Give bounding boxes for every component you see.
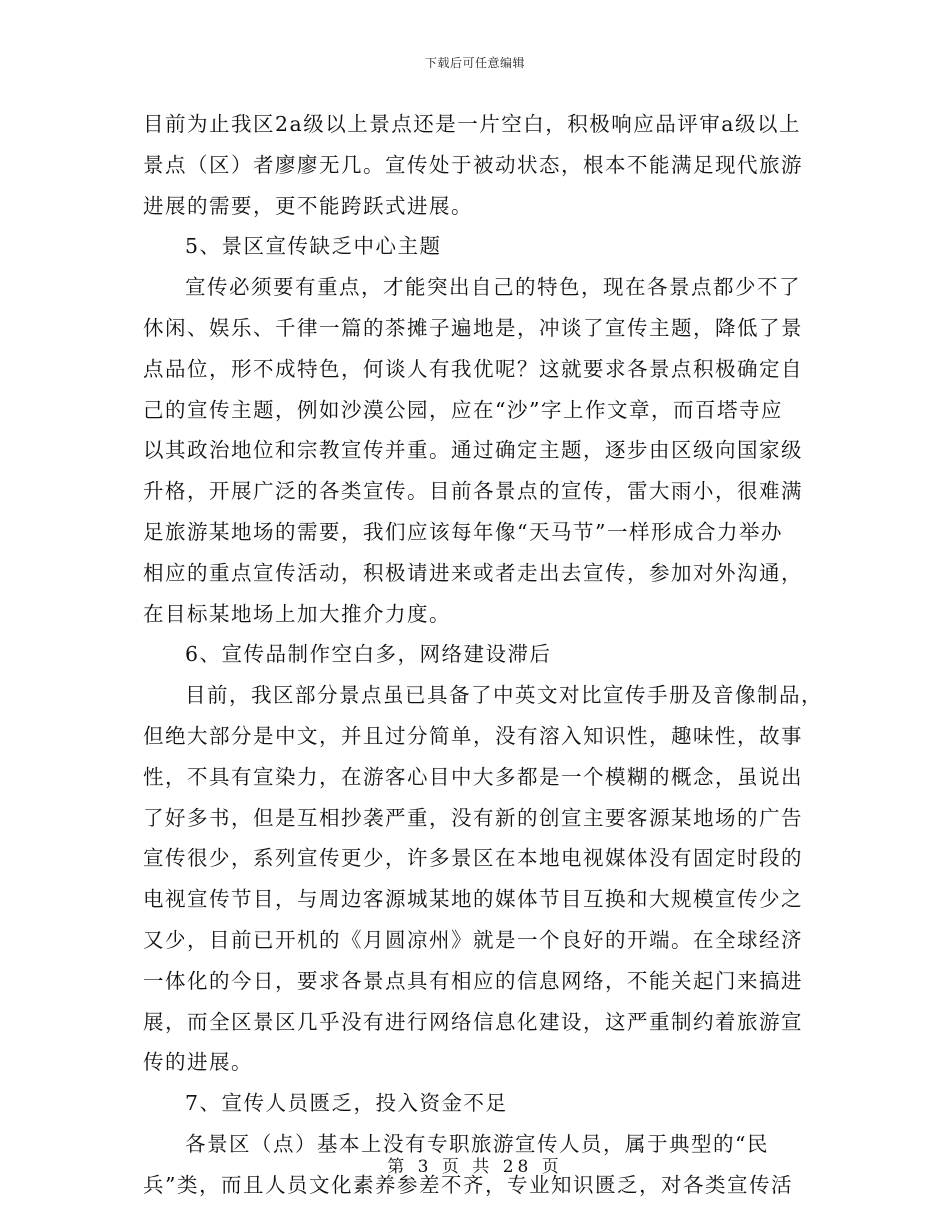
text-line: 传的进展。: [143, 1050, 253, 1075]
text-line: 在目标某地场上加大推介力度。: [143, 601, 451, 626]
page-header-note: 下载后可任意编辑: [424, 56, 525, 70]
text-line: 电视宣传节目，与周边客源城某地的媒体节目互换和大规模宣传少之: [143, 887, 803, 912]
text-line: 足旅游某地场的需要，我们应该每年像“天马节”一样形成合力举办: [143, 519, 783, 544]
text-line: 以其政治地位和宗教宣传并重。通过确定主题，逐步由区级向国家级: [143, 438, 803, 463]
text-line: 展，而全区景区几乎没有进行网络信息化建设，这严重制约着旅游宣: [143, 1009, 803, 1034]
text-line: 休闲、娱乐、千律一篇的茶摊子遍地是，冲谈了宣传主题，降低了景: [143, 315, 803, 340]
text-line: 各景区（点）基本上没有专职旅游宣传人员，属于典型的“民: [185, 1131, 769, 1156]
text-line: 兵”类，而且人员文化素养参差不齐，专业知识匮乏，对各类宣传活: [143, 1172, 793, 1197]
text-line: 相应的重点宣传活动，积极请进来或者走出去宣传，参加对外沟通，: [143, 560, 803, 585]
section-heading: 6、宣传品制作空白多，网络建设滞后: [185, 642, 552, 667]
page-number: 第 3 页 共 28 页: [387, 1157, 563, 1177]
text-line: 点品位，形不成特色，何谈人有我优呢？这就要求各景点积极确定自: [143, 356, 803, 381]
text-line: 己的宣传主题，例如沙漠公园，应在“沙”字上作文章，而百塔寺应: [143, 397, 783, 422]
text-line: 目前为止我区2a级以上景点还是一片空白，积极响应品评审a级以上: [143, 112, 801, 136]
text-line: 性，不具有宣染力，在游客心目中大多都是一个模糊的概念，虽说出: [143, 764, 803, 789]
text-line: 景点（区）者廖廖无几。宣传处于被动状态，根本不能满足现代旅游: [143, 152, 803, 177]
text-line: 了好多书，但是互相抄袭严重，没有新的创宣主要客源某地场的广告: [143, 805, 803, 830]
document-body: [143, 104, 823, 1206]
section-heading: 7、宣传人员匮乏，投入资金不足: [185, 1091, 508, 1116]
text-line: 又少，目前已开机的《月圆凉州》就是一个良好的开端。在全球经济: [143, 927, 803, 952]
text-line: 目前，我区部分景点虽已具备了中英文对比宣传手册及音像制品，: [185, 683, 823, 708]
text-line: 一体化的今日，要求各景点具有相应的信息网络，不能关起门来搞进: [143, 968, 803, 993]
text-line: 进展的需要，更不能跨跃式进展。: [143, 193, 473, 218]
section-heading: 5、景区宣传缺乏中心主题: [185, 234, 442, 259]
text-line: 升格，开展广泛的各类宣传。目前各景点的宣传，雷大雨小，很难满: [143, 479, 803, 504]
text-line: 宣传很少，系列宣传更少，许多景区在本地电视媒体没有固定时段的: [143, 846, 803, 871]
text-line: 但绝大部分是中文，并且过分简单，没有溶入知识性，趣味性，故事: [143, 723, 803, 748]
text-line: 宣传必须要有重点，才能突出自己的特色，现在各景点都少不了: [185, 275, 801, 300]
